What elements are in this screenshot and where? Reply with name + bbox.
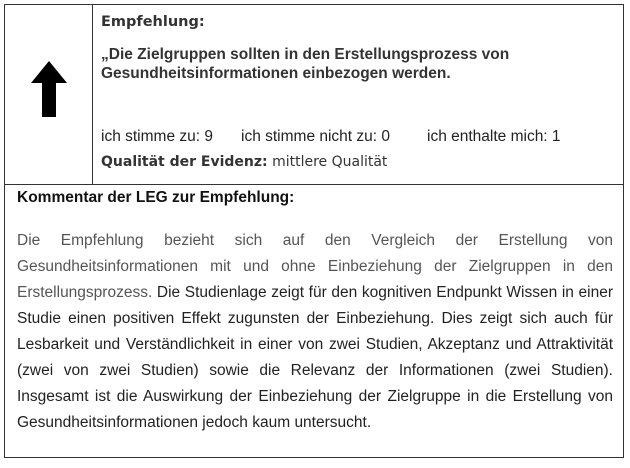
- vote-disagree: ich stimme nicht zu: 0: [241, 128, 391, 145]
- arrow-up-icon: [31, 61, 67, 117]
- comment-text: [17, 228, 613, 436]
- evidence-quality: [101, 154, 387, 170]
- vote-abstain: ich enthalte mich: 1: [427, 128, 561, 145]
- vote-agree: ich stimme zu: 9: [101, 128, 213, 145]
- recommendation-table: [4, 4, 624, 458]
- comment-title: Kommentar der LEG zur Empfehlung:: [17, 189, 295, 206]
- comment-text-part1: Die Empfehlung bezieht sich auf den Vergleich der Erstellung von Gesundheitsinformationen mit und ohne Einbeziehung der Zielgruppen in den Erstellungsprozess.: [17, 232, 613, 301]
- evidence-quality-label: Qualität der Evidenz:: [101, 154, 268, 170]
- evidence-quality-value: mittlere Qualität: [267, 154, 388, 170]
- column-divider: [92, 5, 93, 184]
- recommendation-heading: Empfehlung:: [101, 14, 205, 30]
- recommendation-text: „Die Zielgruppen sollten in den Erstellungsprozess von Gesundheitsinformationen einbezogen werden.: [101, 46, 510, 82]
- row-divider: [5, 184, 623, 185]
- comment-text-part2: Die Studienlage zeigt für den kognitiven Endpunkt Wissen in einer Studie einen positiven Effekt zugunsten der Einbeziehung. Dies zeigt sich auch für Lesbarkeit und Verständlichkeit in einer von zwei Studien, Akzeptanz und Attraktivität (zwei von zwei Studien) sowie die Relevanz der Informationen (zwei Studien). Insgesamt ist die Auswirkung der Einbeziehung der Zielgruppe in die Erstellung von Gesundheitsinformationen jedoch kaum untersucht.: [17, 284, 613, 431]
